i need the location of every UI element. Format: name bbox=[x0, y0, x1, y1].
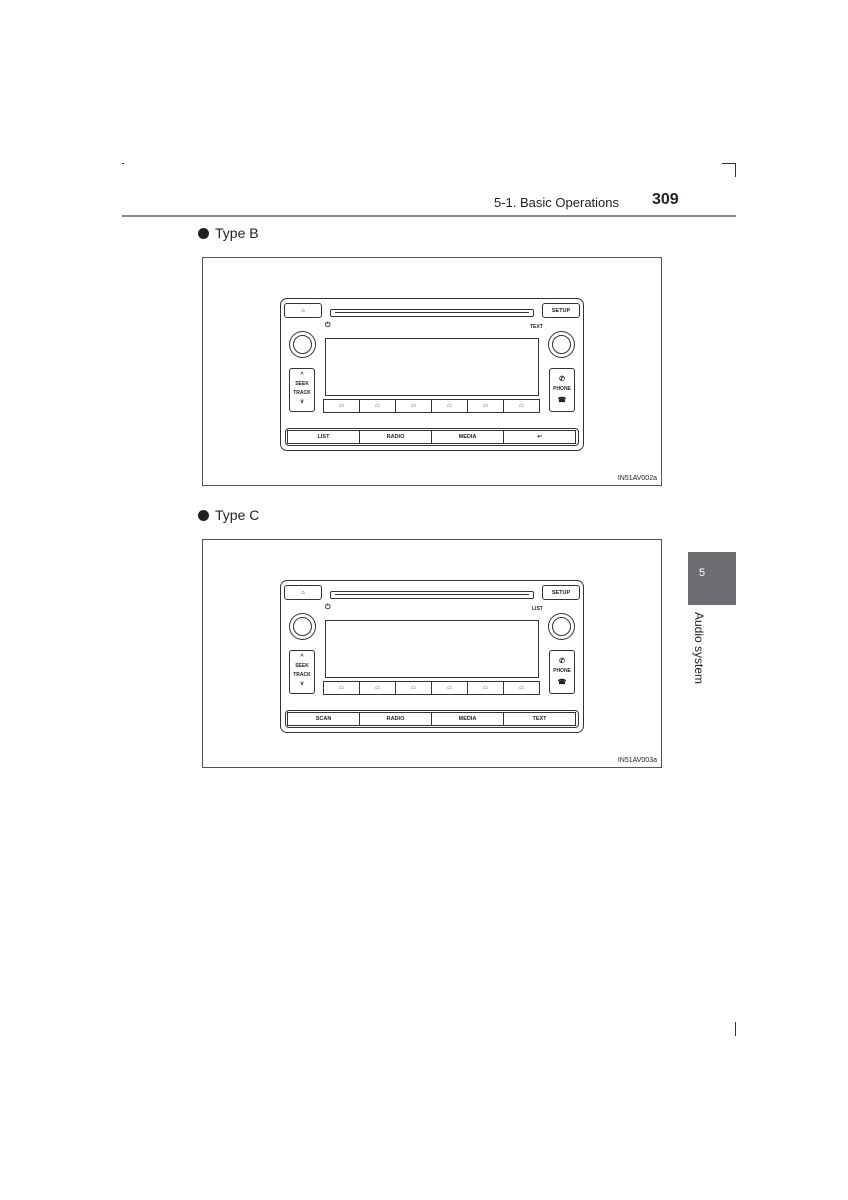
bullet-icon bbox=[198, 228, 209, 239]
header-rule bbox=[122, 215, 736, 217]
setup-button[interactable]: SETUP bbox=[542, 585, 580, 600]
phone-button[interactable] bbox=[549, 368, 575, 412]
text-label: TEXT bbox=[530, 324, 543, 330]
display-screen bbox=[325, 620, 539, 678]
preset-button[interactable]: ▭ bbox=[395, 681, 432, 695]
scan-button[interactable]: SCAN bbox=[287, 712, 360, 726]
bottom-buttons bbox=[288, 430, 576, 444]
phone-label: PHONE bbox=[553, 386, 571, 392]
figure-code: IN51AV002a bbox=[617, 475, 657, 482]
crop-mark bbox=[722, 163, 736, 164]
text-button[interactable]: TEXT bbox=[503, 712, 576, 726]
chevron-down-icon: v bbox=[300, 681, 304, 687]
figure-type-c bbox=[202, 539, 662, 768]
display-screen bbox=[325, 338, 539, 396]
chevron-down-icon: v bbox=[300, 399, 304, 405]
home-icon: ⌂ bbox=[301, 307, 305, 314]
chevron-up-icon: ^ bbox=[300, 654, 304, 660]
phone-button[interactable] bbox=[549, 650, 575, 694]
track-label: TRACK bbox=[293, 672, 311, 678]
section-title: 5-1. Basic Operations bbox=[494, 195, 620, 210]
power-volume-knob[interactable] bbox=[289, 331, 316, 358]
figure-type-b-label bbox=[198, 225, 259, 241]
figure-label-text: Type B bbox=[215, 225, 259, 241]
preset-button[interactable]: ▭ bbox=[323, 399, 360, 413]
preset-button[interactable]: ▭ bbox=[431, 399, 468, 413]
radio-button[interactable]: RADIO bbox=[359, 430, 432, 444]
preset-button[interactable]: ▭ bbox=[431, 681, 468, 695]
media-button[interactable]: MEDIA bbox=[431, 430, 504, 444]
power-volume-knob[interactable] bbox=[289, 613, 316, 640]
preset-buttons bbox=[324, 399, 540, 413]
chapter-number: 5 bbox=[699, 567, 706, 579]
phone-pickup-icon: ✆ bbox=[559, 658, 565, 665]
phone-hangup-icon: ☎ bbox=[557, 679, 567, 686]
seek-track-button[interactable] bbox=[289, 368, 315, 412]
audio-unit bbox=[280, 580, 584, 733]
radio-button[interactable]: RADIO bbox=[359, 712, 432, 726]
bullet-icon bbox=[198, 510, 209, 521]
preset-button[interactable]: ▭ bbox=[395, 399, 432, 413]
chapter-title: Audio system bbox=[692, 612, 706, 685]
home-button[interactable] bbox=[284, 303, 322, 318]
tune-scroll-knob[interactable] bbox=[548, 331, 575, 358]
power-icon: ⏻ bbox=[325, 604, 331, 611]
cd-slot bbox=[330, 591, 534, 599]
figure-type-c-label bbox=[198, 507, 259, 523]
home-icon: ⌂ bbox=[301, 589, 305, 596]
media-button[interactable]: MEDIA bbox=[431, 712, 504, 726]
page-number: 309 bbox=[652, 191, 679, 208]
tune-scroll-knob[interactable] bbox=[548, 613, 575, 640]
seek-label: SEEK bbox=[295, 381, 309, 387]
chapter-tab bbox=[688, 552, 736, 605]
preset-button[interactable]: ▭ bbox=[467, 399, 504, 413]
list-button[interactable]: LIST bbox=[287, 430, 360, 444]
crop-mark bbox=[122, 163, 124, 164]
preset-button[interactable]: ▭ bbox=[467, 681, 504, 695]
back-button[interactable]: ↩ bbox=[503, 430, 576, 444]
phone-pickup-icon: ✆ bbox=[559, 376, 565, 383]
audio-unit bbox=[280, 298, 584, 451]
seek-label: SEEK bbox=[295, 663, 309, 669]
bottom-buttons bbox=[288, 712, 576, 726]
figure-code: IN51AV003a bbox=[617, 757, 657, 764]
crop-mark bbox=[735, 163, 736, 177]
preset-button[interactable]: ▭ bbox=[359, 681, 396, 695]
home-button[interactable] bbox=[284, 585, 322, 600]
list-label: LIST bbox=[532, 606, 543, 612]
setup-button[interactable]: SETUP bbox=[542, 303, 580, 318]
preset-button[interactable]: ▭ bbox=[503, 681, 540, 695]
cd-slot bbox=[330, 309, 534, 317]
phone-label: PHONE bbox=[553, 668, 571, 674]
figure-type-b bbox=[202, 257, 662, 486]
crop-mark bbox=[735, 1022, 736, 1036]
preset-button[interactable]: ▭ bbox=[359, 399, 396, 413]
figure-label-text: Type C bbox=[215, 507, 260, 523]
seek-track-button[interactable] bbox=[289, 650, 315, 694]
track-label: TRACK bbox=[293, 390, 311, 396]
preset-buttons bbox=[324, 681, 540, 695]
preset-button[interactable]: ▭ bbox=[323, 681, 360, 695]
chevron-up-icon: ^ bbox=[300, 372, 304, 378]
power-icon: ⏻ bbox=[325, 322, 331, 329]
phone-hangup-icon: ☎ bbox=[557, 397, 567, 404]
preset-button[interactable]: ▭ bbox=[503, 399, 540, 413]
